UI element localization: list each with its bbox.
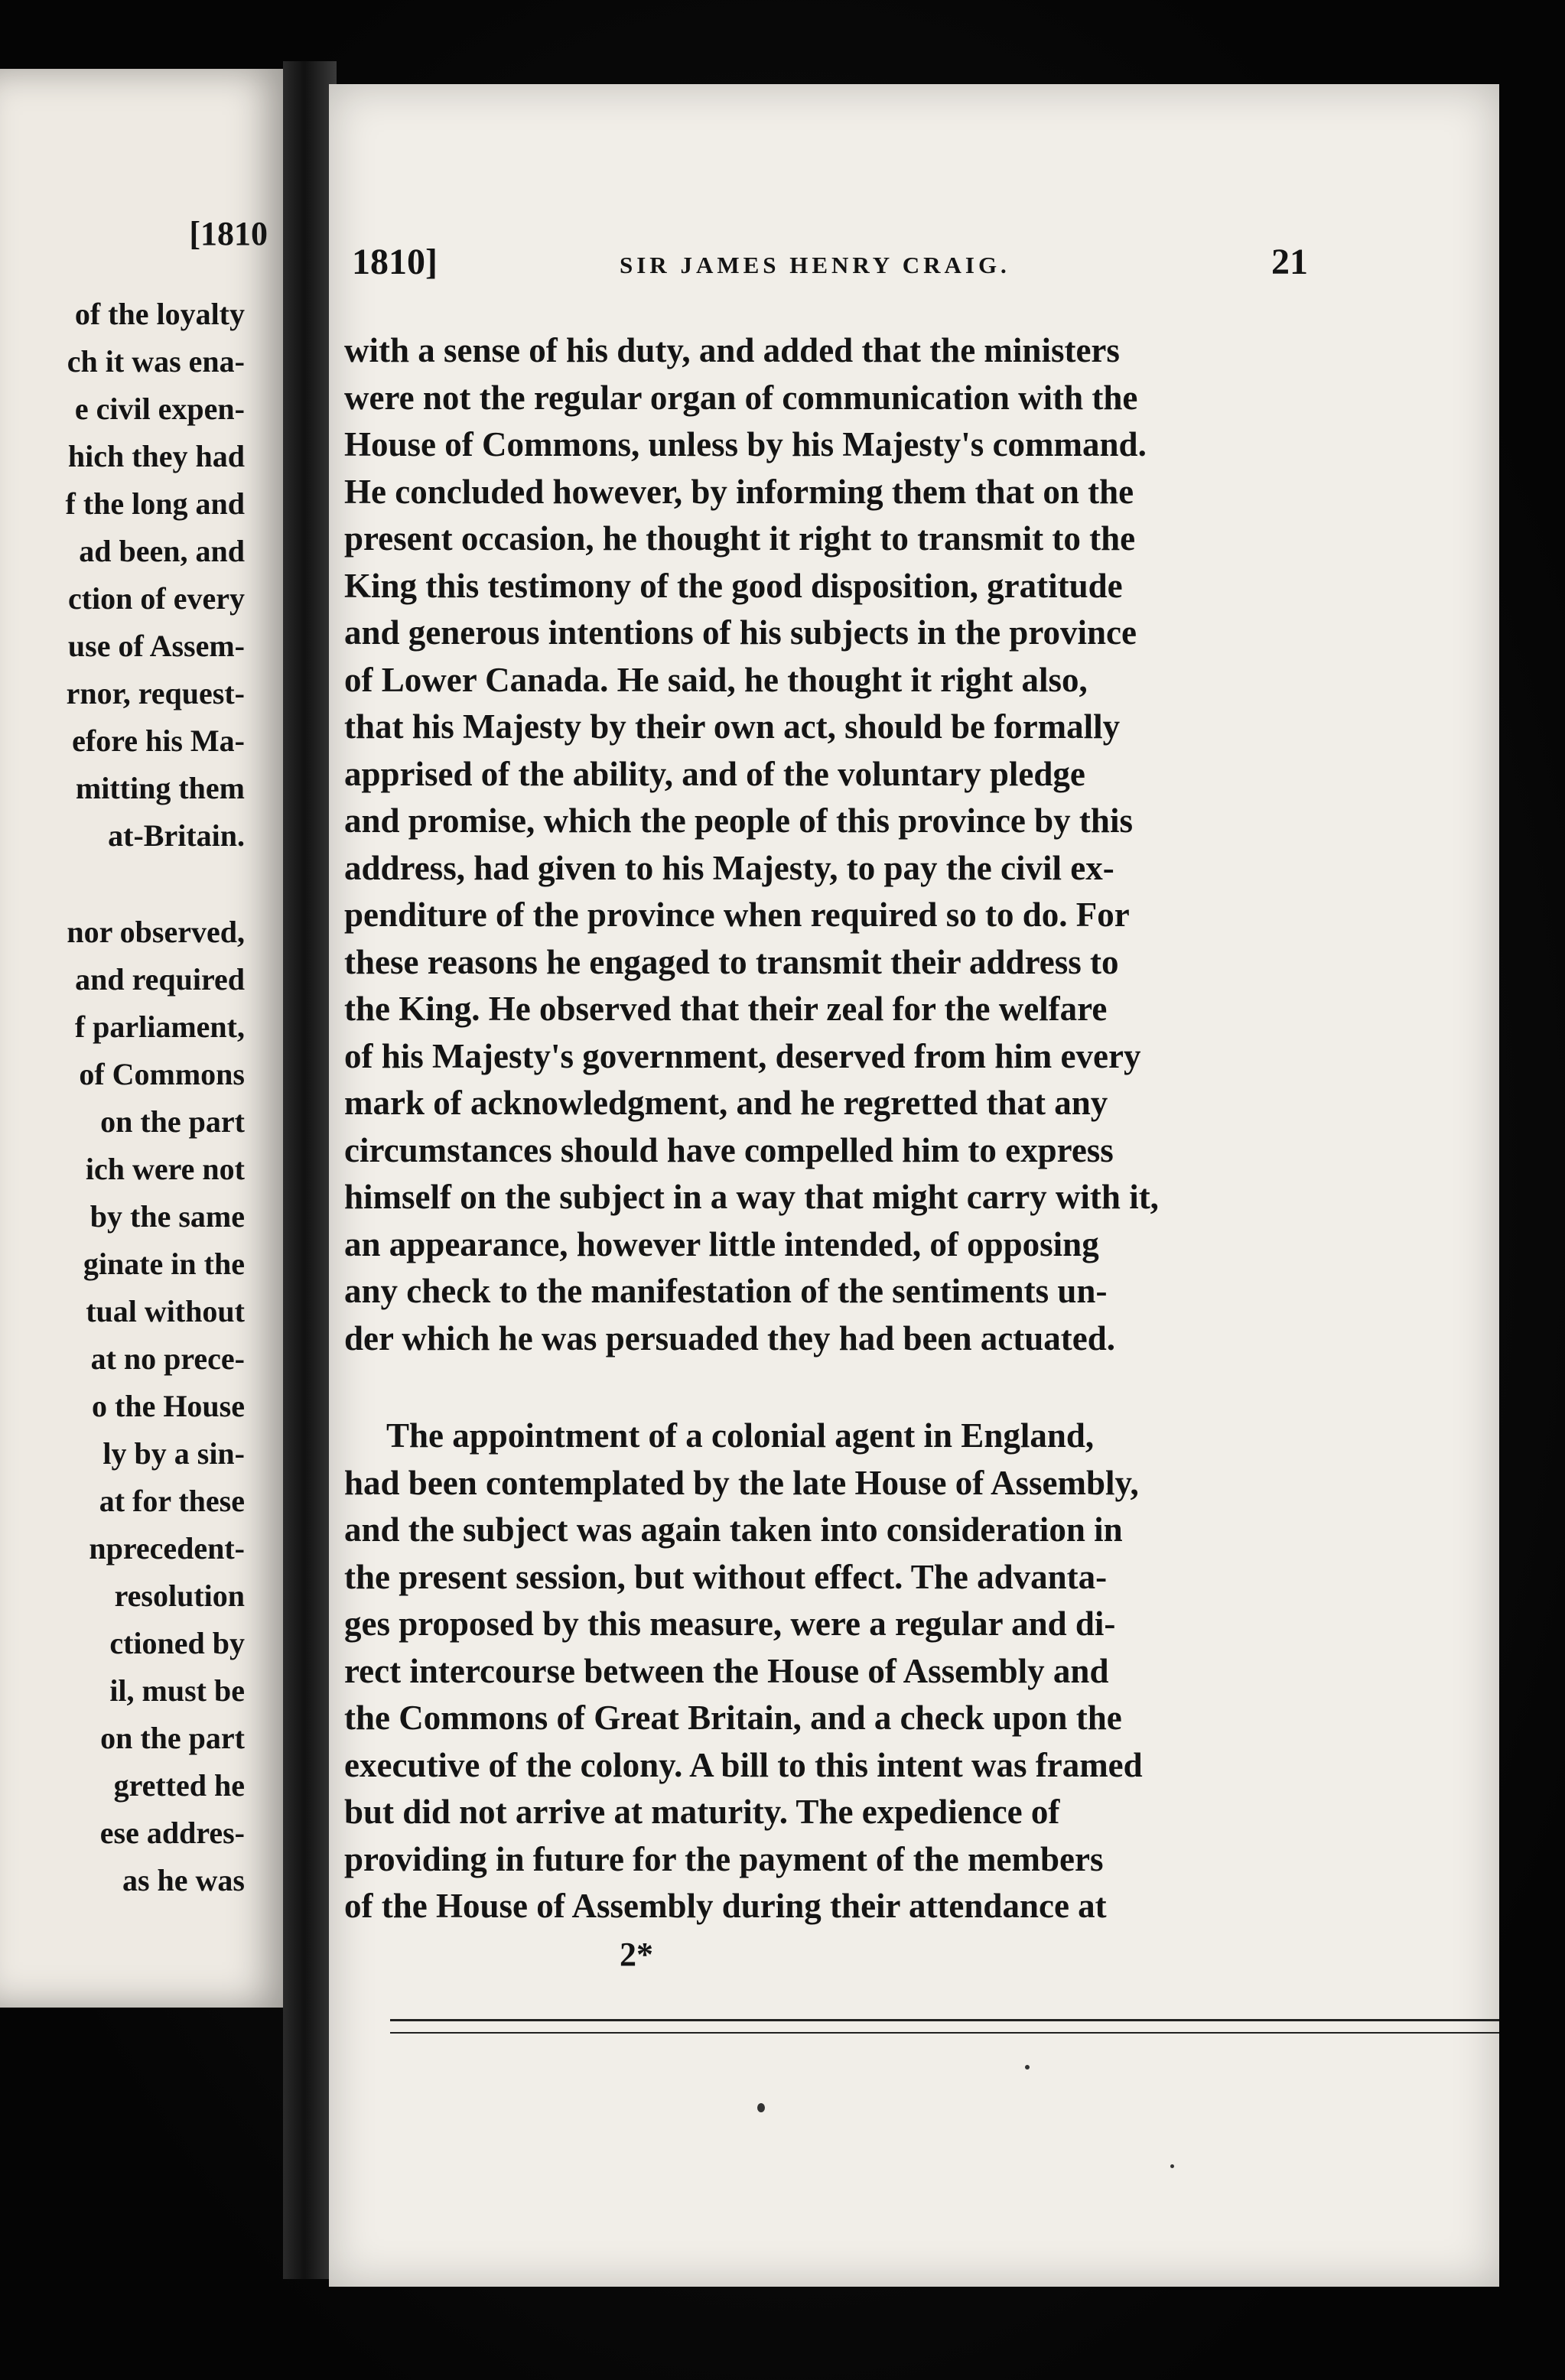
left-page-line: gretted he	[113, 1768, 245, 1803]
text-line: of the House of Assembly during their attendance at	[344, 1887, 1107, 1925]
text-line: der which he was persuaded they had been actuated.	[344, 1318, 1115, 1357]
text-line: executive of the colony. A bill to this intent was framed	[344, 1745, 1143, 1784]
left-page-line: ich were not	[85, 1152, 245, 1186]
text-line: King this testimony of the good disposition, gratitude	[344, 566, 1123, 605]
left-page-line: ese addres-	[99, 1816, 245, 1850]
left-page-line: efore his Ma-	[72, 723, 245, 758]
text-line: address, had given to his Majesty, to pay the civil ex-	[344, 848, 1114, 887]
text-line: were not the regular organ of communication with the	[344, 378, 1138, 417]
left-page-line: tual without	[86, 1294, 245, 1328]
text-line: any check to the manifestation of the sentiments un-	[344, 1272, 1108, 1310]
left-page-line: at-Britain.	[108, 818, 245, 853]
left-page-line: at no prece-	[90, 1341, 245, 1376]
left-page-line: ad been, and	[79, 534, 245, 568]
text-line: and generous intentions of his subjects in the province	[344, 613, 1137, 652]
page-edge-line	[390, 2019, 1499, 2021]
text-line: but did not arrive at maturity. The expedience of	[344, 1793, 1060, 1831]
left-page-text	[0, 291, 245, 1904]
left-page-line: rnor, request-	[66, 676, 245, 710]
left-page-line: ction of every	[67, 581, 245, 616]
left-page-line: f parliament,	[74, 1010, 245, 1044]
text-line: these reasons he engaged to transmit their address to	[344, 942, 1119, 981]
left-page-line: of Commons	[79, 1057, 245, 1091]
left-page-line: on the part	[100, 1721, 245, 1755]
left-page-line: o the House	[92, 1389, 245, 1423]
text-line: rect intercourse between the House of Assembly and	[344, 1651, 1109, 1690]
running-head-title: SIR JAMES HENRY CRAIG.	[620, 252, 1010, 278]
left-page-line: ch it was ena-	[67, 344, 245, 379]
left-page-line: use of Assem-	[67, 629, 245, 663]
left-page-line: on the part	[100, 1104, 245, 1139]
text-line: an appearance, however little intended, of opposing	[344, 1224, 1099, 1263]
text-line: circumstances should have compelled him to express	[344, 1130, 1114, 1169]
paragraph-2	[344, 1413, 1306, 1930]
left-page-line: at for these	[99, 1484, 245, 1518]
text-line: and the subject was again taken into consideration in	[344, 1510, 1123, 1549]
left-page-line: nprecedent-	[89, 1531, 245, 1566]
left-page-line: mitting them	[75, 771, 245, 805]
left-page-line: as he was	[122, 1863, 245, 1897]
text-line: apprised of the ability, and of the voluntary pledge	[344, 754, 1085, 793]
text-line: and promise, which the people of this province by this	[344, 801, 1133, 840]
right-page	[329, 84, 1499, 2287]
running-head-year: 1810]	[352, 242, 438, 282]
page-number: 21	[1271, 242, 1308, 282]
text-line: He concluded however, by informing them that on the	[344, 472, 1134, 511]
text-line: himself on the subject in a way that might carry with it,	[344, 1178, 1159, 1216]
left-page-line: nor observed,	[67, 915, 245, 949]
left-facing-page	[0, 69, 291, 2008]
text-line: had been contemplated by the late House of Assembly,	[344, 1463, 1139, 1502]
signature-mark: 2*	[620, 1936, 653, 1973]
left-page-header: [1810	[189, 215, 268, 252]
text-line: of Lower Canada. He said, he thought it right also,	[344, 660, 1088, 699]
running-head	[352, 241, 1308, 294]
text-line: the King. He observed that their zeal for the welfare	[344, 990, 1108, 1028]
ink-speck	[757, 2103, 765, 2112]
text-line: of his Majesty's government, deserved from him every	[344, 1036, 1141, 1075]
left-page-line: e civil expen-	[74, 392, 245, 426]
left-page-line: by the same	[89, 1199, 245, 1234]
left-page-line: f the long and	[65, 486, 245, 521]
body-text	[344, 327, 1306, 1930]
text-line: the Commons of Great Britain, and a check upon the	[344, 1699, 1122, 1737]
left-page-line: ctioned by	[109, 1626, 245, 1660]
text-line: The appointment of a colonial agent in England,	[386, 1416, 1095, 1455]
paragraph-1	[344, 327, 1306, 1362]
left-page-line: and required	[75, 962, 245, 997]
text-line: present occasion, he thought it right to transmit to the	[344, 519, 1136, 558]
left-page-line: il, must be	[109, 1673, 245, 1708]
left-page-line: resolution	[114, 1579, 245, 1613]
page-edge-line-secondary	[390, 2032, 1499, 2034]
left-page-line: ginate in the	[83, 1247, 245, 1281]
left-page-line: of the loyalty	[74, 297, 245, 331]
left-page-line	[0, 860, 245, 909]
text-line: the present session, but without effect. The advanta-	[344, 1557, 1108, 1596]
text-line: that his Majesty by their own act, should be formally	[344, 707, 1121, 746]
text-line: House of Commons, unless by his Majesty's command.	[344, 425, 1147, 463]
text-line: mark of acknowledgment, and he regretted that any	[344, 1084, 1108, 1122]
ink-speck	[1025, 2065, 1030, 2069]
text-line: with a sense of his duty, and added that the ministers	[344, 331, 1120, 369]
ink-speck	[1170, 2164, 1174, 2168]
left-page-line: hich they had	[67, 439, 245, 473]
left-page-line: ly by a sin-	[102, 1436, 245, 1471]
text-line: ges proposed by this measure, were a regular and di-	[344, 1605, 1116, 1643]
text-line: penditure of the province when required so to do. For	[344, 896, 1130, 934]
text-line: providing in future for the payment of the members	[344, 1839, 1104, 1878]
